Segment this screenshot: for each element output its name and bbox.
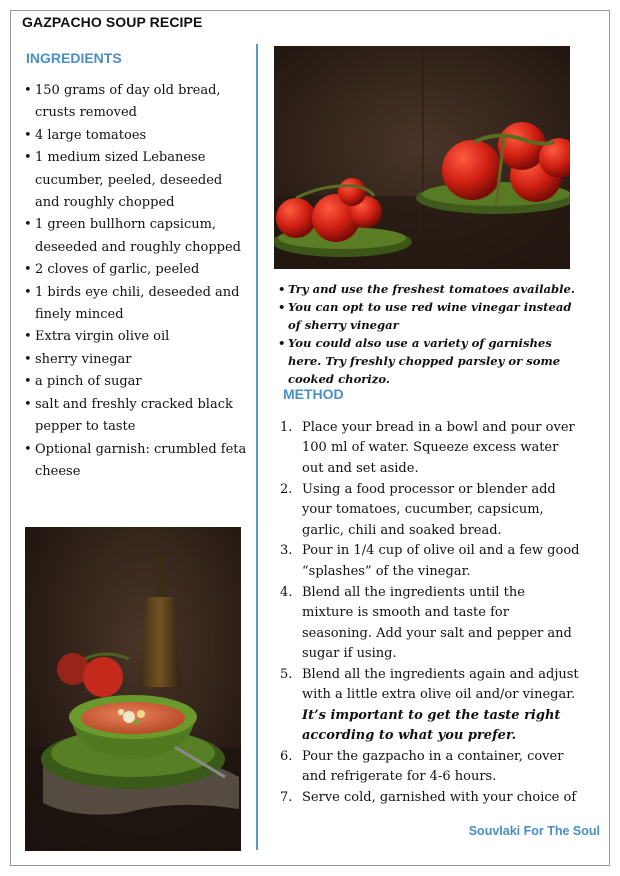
ingredient-item: • Extra virgin olive oil: [24, 326, 249, 348]
ingredient-item: • 4 large tomatoes: [24, 125, 249, 147]
step-text: Blend all the ingredients until the mixture is smooth and taste for seasoning. Add your salt and pepper and sugar if using.: [302, 584, 572, 661]
step-number: 7.: [280, 790, 293, 806]
step-emphasis: It’s important to get the taste right according to what you prefer.: [302, 707, 561, 744]
method-step: [280, 480, 580, 541]
tip-item: • Try and use the freshest tomatoes available.: [278, 280, 578, 298]
method-step: [280, 583, 580, 665]
ingredients-list: [24, 80, 249, 483]
ingredient-item: • 1 green bullhorn capsicum, deseeded and roughly chopped: [24, 214, 249, 259]
step-number: 2.: [280, 481, 293, 497]
ingredient-item: • sherry vinegar: [24, 349, 249, 371]
tip-item: • You can opt to use red wine vinegar instead of sherry vinegar: [278, 298, 578, 334]
step-number: 3.: [280, 543, 293, 559]
step-text: Pour in 1/4 cup of olive oil and a few good “splashes” of the vinegar.: [302, 543, 580, 579]
tomatoes-photo: [274, 46, 570, 269]
page-title: GAZPACHO SOUP RECIPE: [22, 14, 203, 30]
step-number: 1.: [280, 420, 293, 435]
step-number: 5.: [280, 666, 293, 682]
step-text: Using a food processor or blender add your tomatoes, cucumber, capsicum, garlic, chili and soaked bread.: [302, 481, 556, 538]
method-steps: [280, 418, 580, 809]
tips-list: [278, 280, 578, 388]
ingredient-item: • 2 cloves of garlic, peeled: [24, 259, 249, 281]
ingredients-heading: INGREDIENTS: [26, 50, 122, 66]
step-text: Place your bread in a bowl and pour over 100 ml of water. Squeeze excess water out and set aside.: [302, 420, 575, 476]
tip-item: • You could also use a variety of garnishes here. Try freshly chopped parsley or some cooked chorizo.: [278, 334, 578, 388]
method-step: [280, 418, 580, 479]
step-number: 4.: [280, 584, 293, 600]
column-divider: [256, 44, 258, 850]
ingredient-item: • 1 birds eye chili, deseeded and finely minced: [24, 282, 249, 327]
step-text: Pour the gazpacho in a container, cover and refrigerate for 4-6 hours.: [302, 749, 564, 785]
ingredient-item: • 150 grams of day old bread, crusts removed: [24, 80, 249, 125]
footer-brand: Souvlaki For The Soul: [468, 824, 600, 838]
step-text: Serve cold, garnished with your choice of: [302, 790, 577, 806]
method-heading: METHOD: [283, 386, 344, 402]
method-step: [280, 665, 580, 747]
ingredient-item: • a pinch of sugar: [24, 371, 249, 393]
method-step: [280, 788, 580, 808]
ingredient-item: • Optional garnish: crumbled feta cheese: [24, 439, 249, 484]
step-text: Blend all the ingredients again and adjust with a little extra olive oil and/or vinegar.: [302, 666, 579, 703]
ingredient-item: • salt and freshly cracked black pepper to taste: [24, 394, 249, 439]
method-step: [280, 541, 580, 582]
gazpacho-photo: [25, 527, 241, 851]
ingredient-item: • 1 medium sized Lebanese cucumber, peeled, deseeded and roughly chopped: [24, 147, 249, 214]
method-step: [280, 747, 580, 788]
step-number: 6.: [280, 749, 293, 764]
